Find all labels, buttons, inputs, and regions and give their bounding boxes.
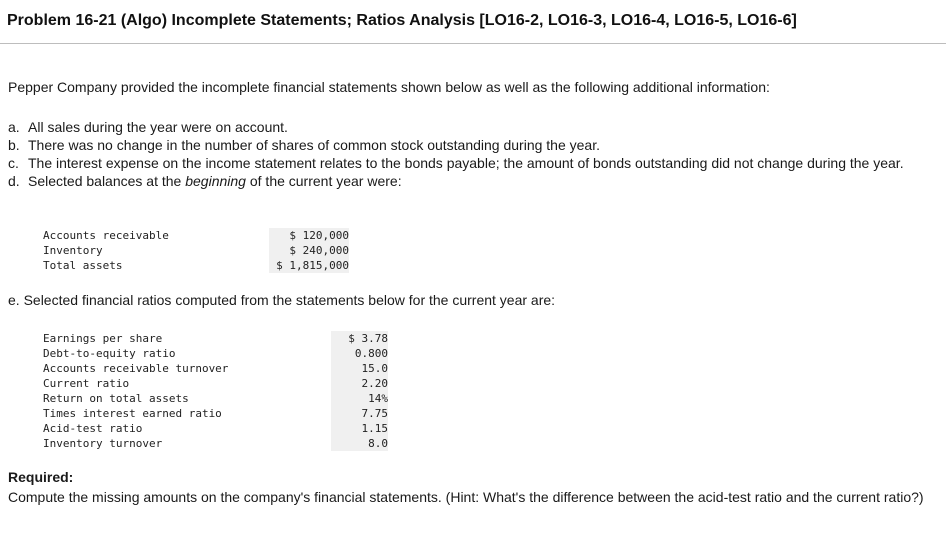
ratios-intro-text: e. Selected financial ratios computed from the statements below for the current year are: [8,292,556,308]
info-item-text-before: Selected balances at the [28,173,186,189]
ratio-value: 7.75 [331,406,388,421]
ratio-label: Current ratio [43,377,130,390]
info-item-b [8,136,938,154]
ratio-value: 14% [331,391,388,406]
ratio-label: Acid-test ratio [43,422,143,435]
table-row [43,331,388,346]
table-row [43,346,388,361]
info-item-c [8,154,938,172]
ratio-label: Earnings per share [43,332,163,345]
ratio-value: 2.20 [331,376,388,391]
required-instructions: Compute the missing amounts on the company's financial statements. (Hint: What's the difference between the acid-test ratio and the current ratio?) [8,489,924,505]
ratio-label: Debt-to-equity ratio [43,347,176,360]
intro-text: Pepper Company provided the incomplete financial statements shown below as well as the following additional information: [8,79,770,95]
balance-value: $ 240,000 [269,243,349,258]
info-item-text: The interest expense on the income statement relates to the bonds payable; the amount of bonds outstanding did not change during the year. [28,155,904,171]
balance-value: $ 120,000 [269,228,349,243]
balance-label: Total assets [43,259,123,272]
info-item-emphasis: beginning [185,173,246,189]
ratio-value: 0.800 [331,346,388,361]
ratio-value: $ 3.78 [331,331,388,346]
table-row [43,436,388,451]
ratio-label: Times interest earned ratio [43,407,222,420]
table-row [43,406,388,421]
table-row [43,376,388,391]
table-row [43,243,349,258]
ratio-label: Accounts receivable turnover [43,362,229,375]
table-row [43,258,349,273]
info-item-d [8,172,938,190]
ratio-label: Return on total assets [43,392,189,405]
info-item-text: All sales during the year were on account. [28,119,288,135]
balance-label: Inventory [43,244,103,257]
table-row [43,391,388,406]
financial-ratios-table [43,331,388,451]
info-item-letter: d. [8,173,20,189]
info-item-text: There was no change in the number of shares of common stock outstanding during the year. [28,137,600,153]
ratio-value: 1.15 [331,421,388,436]
table-row [43,361,388,376]
info-item-text-after: of the current year were: [245,173,402,189]
table-row [43,421,388,436]
info-item-a [8,118,938,136]
info-item-letter: a. [8,119,20,135]
balance-value: $ 1,815,000 [269,258,349,273]
ratio-value: 8.0 [331,436,388,451]
problem-title: Problem 16-21 (Algo) Incomplete Statements; Ratios Analysis [LO16-2, LO16-3, LO16-4, LO16-5, LO16-6] [7,12,797,29]
beginning-balances-table [43,228,349,273]
ratio-label: Inventory turnover [43,437,163,450]
info-item-letter: b. [8,137,20,153]
title-divider [0,43,946,44]
balance-label: Accounts receivable [43,229,169,242]
info-item-letter: c. [8,155,19,171]
ratio-value: 15.0 [331,361,388,376]
table-row [43,228,349,243]
additional-info-list [8,118,938,190]
required-heading: Required: [8,469,74,485]
